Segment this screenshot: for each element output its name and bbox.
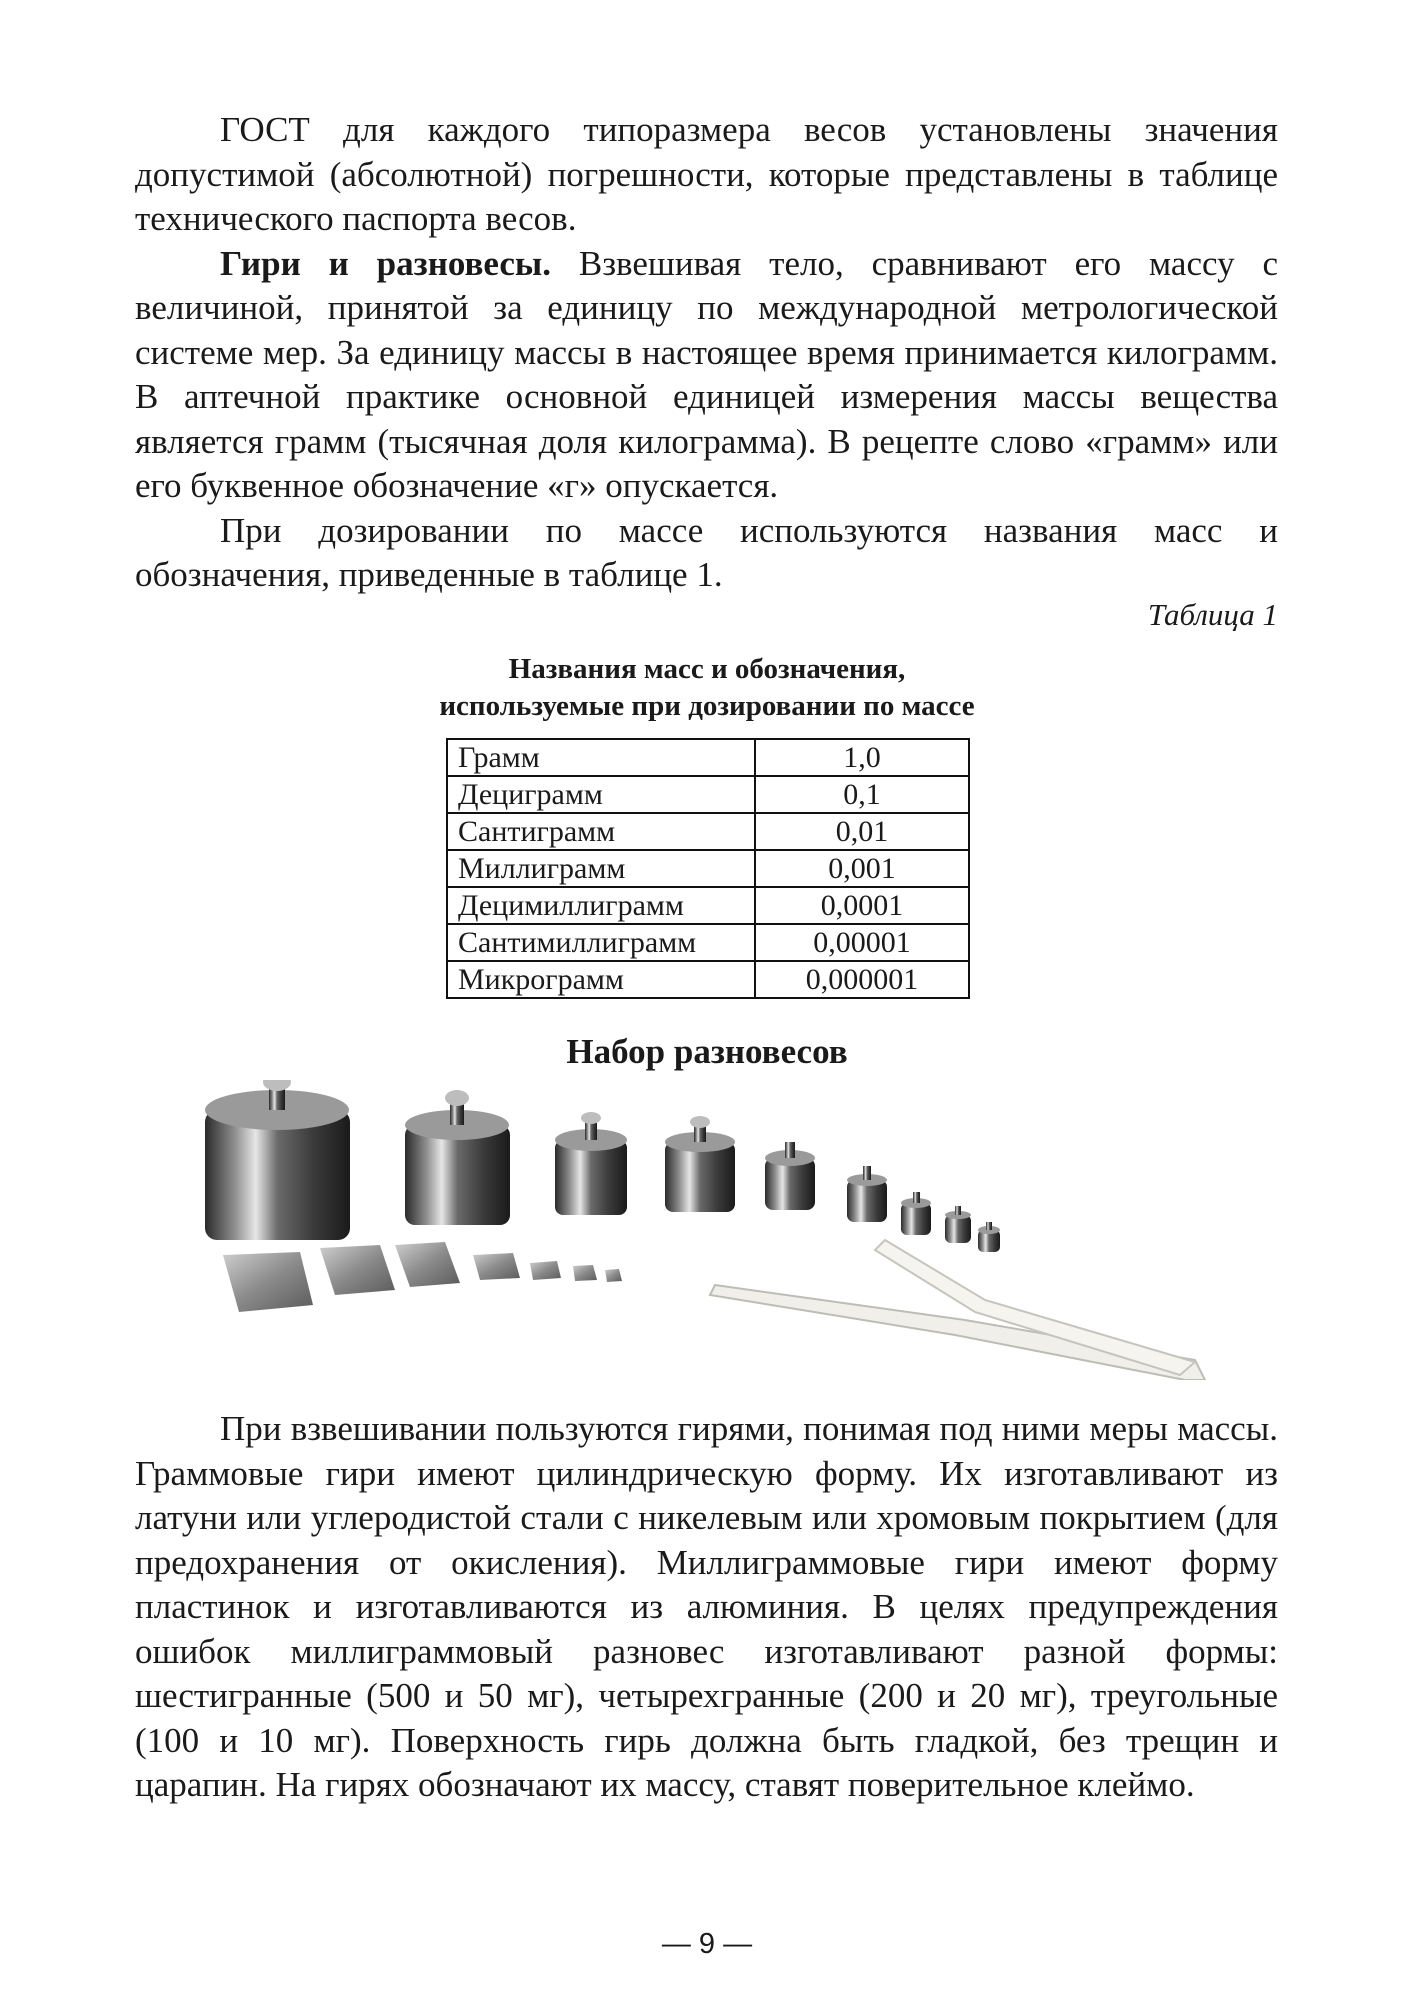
table-title [0, 651, 1414, 725]
paragraph-gost: ГОСТ для каждого типоразмера весов установлены значения допустимой (абсолютной) погрешности, которые представлены в таблице технического паспорта весов. [135, 110, 1278, 238]
unit-name-cell: Сантимиллиграмм [447, 924, 755, 961]
body-text-weights [135, 1407, 1278, 1808]
mass-units-table [446, 738, 970, 999]
plate-500mg [223, 1252, 313, 1312]
plate-5mg [605, 1269, 622, 1282]
table-row [447, 887, 969, 924]
table-title-line-2: используемые при дозировании по массе [439, 690, 975, 722]
weight-5g [765, 1142, 815, 1210]
plate-20mg [530, 1261, 561, 1280]
weight-1g-second [978, 1222, 1000, 1252]
unit-value-cell: 0,00001 [755, 924, 969, 961]
weight-10g [665, 1116, 735, 1212]
unit-name-cell: Децимиллиграмм [447, 887, 755, 924]
section-heading-inline: Гири и разновесы. [220, 243, 551, 283]
unit-value-cell: 0,0001 [755, 887, 969, 924]
table-row [447, 813, 969, 850]
unit-value-cell: 1,0 [755, 739, 969, 776]
unit-name-cell: Грамм [447, 739, 755, 776]
weight-100g [205, 1080, 350, 1240]
figure-title: Набор разновесов [566, 1032, 848, 1071]
paragraph-weights-text: Взвешивая тело, сравнивают его массу с величиной, принятой за единицу по международной метрологической системе мер. За единицу массы в настоящее время принимается килограмм. В аптечной практике основной единицей измерения массы вещества является грамм (тысячная доля килограмма). В рецепте слово «грамм» или его буквенное обозначение «г» опускается. [135, 243, 1278, 505]
intro-text [135, 108, 1278, 598]
paragraph-weights [135, 242, 1278, 509]
unit-value-cell: 0,1 [755, 776, 969, 813]
table-row [447, 739, 969, 776]
plate-100mg [395, 1242, 460, 1287]
weight-50g [405, 1090, 510, 1225]
plate-10mg [573, 1265, 597, 1281]
unit-name-cell: Микрограмм [447, 961, 755, 998]
tweezers [710, 1240, 1205, 1380]
weight-2g [847, 1166, 887, 1222]
unit-name-cell: Сантиграмм [447, 813, 755, 850]
table-title-line-1: Названия масс и обозначения, [508, 653, 906, 685]
paragraph-dosing: При дозировании по массе используются названия масс и обозначения, приведенные в таблице 1. [135, 510, 1278, 594]
table-row [447, 776, 969, 813]
weight-2g-second [901, 1192, 931, 1235]
weight-1g [945, 1206, 971, 1243]
unit-value-cell: 0,000001 [755, 961, 969, 998]
paragraph-weighing: При взвешивании пользуются гирями, понимая под ними меры массы. Граммовые гири имеют цилиндрическую форму. Их изготавливают из латуни или углеродистой стали с никелевым или хромовым покрытием (для предохранения от окисления). Миллиграммовые гири имеют форму пластинок и изготавливаются из алюминия. В целях предупреждения ошибок миллиграммовый разновес изготавливают разной формы: шестигранные (500 и 50 мг), четырехгранные (200 и 20 мг), треугольные (100 и 10 мг). Поверхность гирь должна быть гладкой, без трещин и царапин. На гирях обозначают их массу, ставят поверительное клеймо. [135, 1409, 1278, 1804]
table-row [447, 924, 969, 961]
unit-value-cell: 0,001 [755, 850, 969, 887]
plate-50mg [473, 1253, 520, 1280]
unit-value-cell: 0,01 [755, 813, 969, 850]
weight-20g [555, 1112, 627, 1215]
page-number: — 9 — [661, 1928, 753, 1960]
table-row [447, 961, 969, 998]
unit-name-cell: Дециграмм [447, 776, 755, 813]
plate-200mg [320, 1245, 395, 1295]
unit-name-cell: Миллиграмм [447, 850, 755, 887]
table-caption: Таблица 1 [1147, 597, 1278, 632]
table-row [447, 850, 969, 887]
weights-set-photo [195, 1080, 1225, 1380]
